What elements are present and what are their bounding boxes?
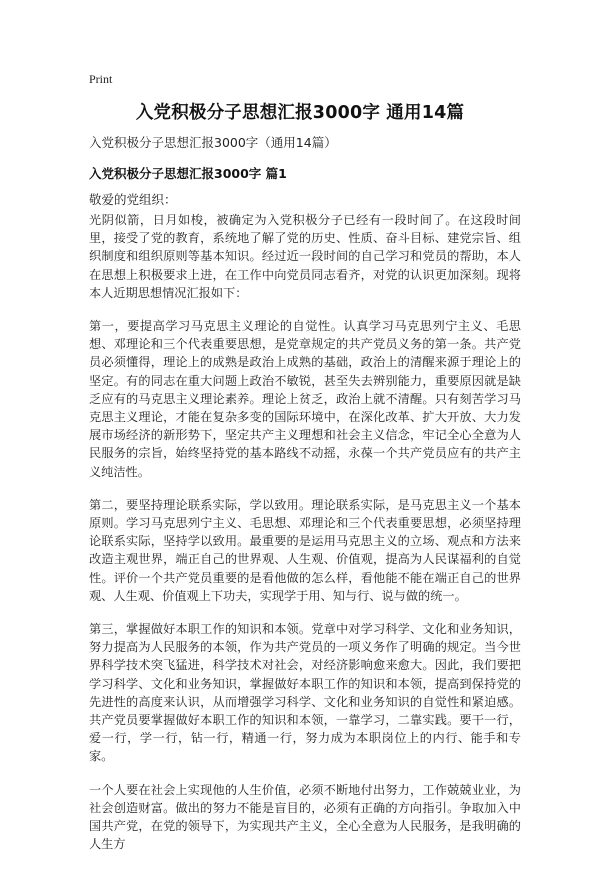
section-heading: 入党积极分子思想汇报3000字 篇1 [89,166,287,181]
document-subtitle: 入党积极分子思想汇报3000字（通用14篇） [89,135,337,150]
paragraph-1: 光阴似箭，日月如梭，被确定为入党积极分子已经有一段时间了。在这段时间里，接受了党的教育，系统地了解了党的历史、性质、奋斗目标、建党宗旨、组织制度和组织原则等基本知识。经过近一段时间的自己学习和党员的帮助，本人在思想上积极要求上进，在工作中向党员同志看齐，对党的认识更加深刻。现将本人近期思想情况汇报如下： [89,213,521,300]
greeting: 敬爱的党组织： [89,192,177,207]
paragraph-3: 第二，要坚持理论联系实际，学以致用。理论联系实际，是马克思主义一个基本原则。学习马克思列宁主义、毛思想、邓理论和三个代表重要思想，必须坚持理论联系实际，坚持学以致用。最重要的是运用马克思主义的立场、观点和方法来改造主观世界，端正自己的世界观、人生观、价值观，提高为人民谋福利的自觉性。评价一个共产党员重要的是看他做的怎么样，看他能不能在端正自己的世界观、人生观、价值观上下功夫，实现学于用、知与行、说与做的统一。 [89,497,521,603]
print-label[interactable]: Print [89,72,113,86]
document-body [89,211,521,869]
paragraph-5: 一个人要在社会上实现他的人生价值，必须不断地付出努力，工作兢兢业业，为社会创造财富。做出的努力不能是盲目的，必须有正确的方向指引。争取加入中国共产党，在党的领导下，为实现共产主义，全心全意为人民服务，是我明确的人生方 [89,782,521,852]
paragraph-2: 第一，要提高学习马克思主义理论的自觉性。认真学习马克思列宁主义、毛思想、邓理论和三个代表重要思想，是党章规定的共产党员义务的第一条。共产党员必须懂得，理论上的成熟是政治上成熟的基础，政治上的清醒来源于理论上的坚定。有的同志在重大问题上政治不敏锐，甚至失去辨别能力，重要原因就是缺乏应有的马克思主义理论素养。理论上贫乏，政治上就不清醒。只有刻苦学习马克思主义理论，才能在复杂多变的国际环境中，在深化改革、扩大开放、大力发展市场经济的新形势下，坚定共产主义理想和社会主义信念，牢记全心全意为人民服务的宗旨，始终坚持党的基本路线不动摇，永葆一个共产党员应有的共产主义纯洁性。 [89,319,521,479]
paragraph-4: 第三，掌握做好本职工作的知识和本领。党章中对学习科学、文化和业务知识，努力提高为人民服务的本领，作为共产党员的一项义务作了明确的规定。当今世界科学技术突飞猛进，科学技术对社会，对经济影响愈来愈大。因此，我们要把学习科学、文化和业务知识，掌握做好本职工作的知识和本领，提高到保持党的先进性的高度来认识，从而增强学习科学、文化和业务知识的自觉性和紧迫感。共产党员要掌握做好本职工作的知识和本领，一靠学习，二靠实践。要干一行，爱一行，学一行，钻一行，精通一行，努力成为本职岗位上的内行、能手和专家。 [89,622,521,764]
page-title: 入党积极分子思想汇报3000字 通用14篇 [135,103,465,123]
